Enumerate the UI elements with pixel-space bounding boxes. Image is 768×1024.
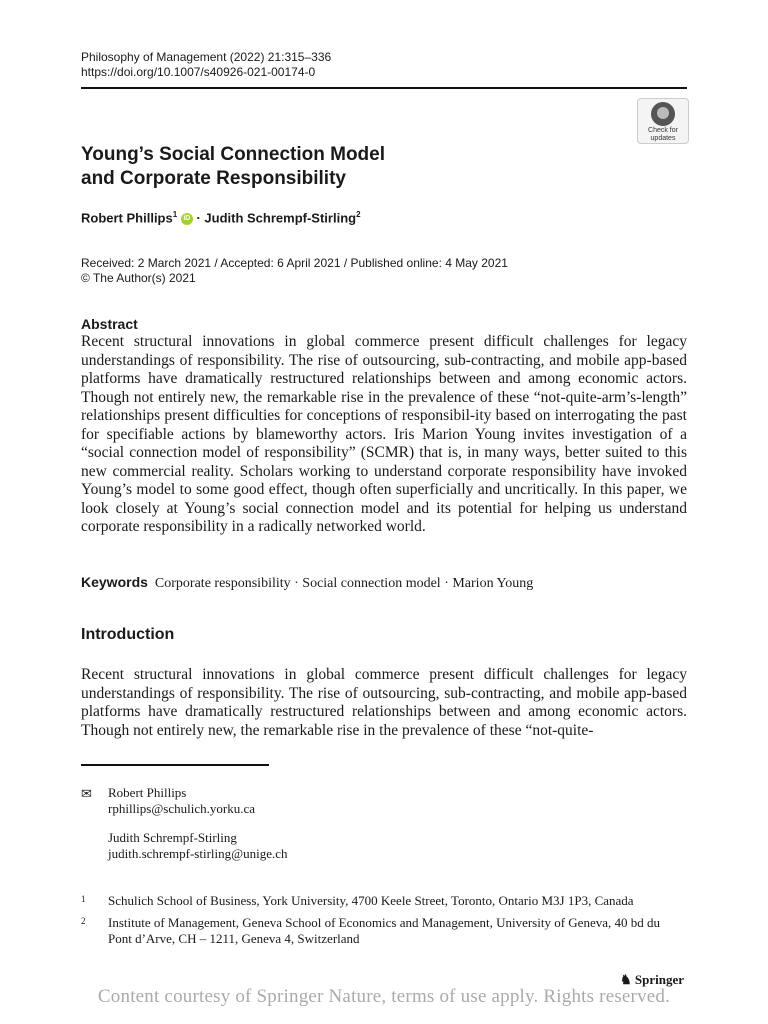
correspondence-block xyxy=(81,785,288,861)
author-affil-sup: 1 xyxy=(172,210,178,219)
author-name[interactable]: Robert Phillips xyxy=(81,210,173,226)
crossmark-icon xyxy=(651,102,675,126)
article-title xyxy=(81,143,385,191)
author-list xyxy=(81,210,361,225)
abstract-heading: Abstract xyxy=(81,316,138,332)
corresponding-email-1[interactable]: rphillips@schulich.yorku.ca xyxy=(108,800,255,816)
author-name-2[interactable]: Judith Schrempf-Stirling xyxy=(204,210,357,226)
orcid-icon[interactable]: iD xyxy=(181,213,193,225)
affiliation-text: Schulich School of Business, York University, 4700 Keele Street, Toronto, Ontario M3J 1P3, Canada xyxy=(108,893,634,908)
badge-line2: updates xyxy=(650,135,676,142)
date-history: Received: 2 March 2021 / Accepted: 6 April 2021 / Published online: 4 May 2021 xyxy=(81,256,508,270)
header-rule xyxy=(81,87,687,89)
introduction-heading: Introduction xyxy=(81,626,175,643)
keywords-label: Keywords xyxy=(81,574,148,590)
affiliations xyxy=(81,893,687,953)
publisher-name: Springer xyxy=(634,972,685,987)
publication-dates xyxy=(81,256,508,286)
journal-header xyxy=(81,50,331,80)
journal-doi[interactable]: https://doi.org/10.1007/s40926-021-00174-0 xyxy=(81,65,316,79)
corresponding-name-2: Judith Schrempf-Stirling xyxy=(108,830,237,845)
check-for-updates-badge[interactable] xyxy=(637,98,689,144)
copyright-line: © The Author(s) 2021 xyxy=(81,271,196,285)
corresponding-name-1: Robert Phillips xyxy=(108,785,187,800)
title-line1: Young’s Social Connection Model xyxy=(81,144,386,165)
journal-citation: Philosophy of Management (2022) 21:315–336 xyxy=(81,50,332,64)
badge-line1: Check for xyxy=(648,127,678,134)
keywords-list: Corporate responsibility · Social connection model · Marion Young xyxy=(154,576,534,591)
author-separator: · xyxy=(196,210,201,226)
envelope-icon: ✉ xyxy=(81,786,92,801)
author-affil-sup-2: 2 xyxy=(356,210,361,219)
title-line2: and Corporate Responsibility xyxy=(81,168,346,189)
introduction-body: Recent structural innovations in global commerce present difficult challenges for legacy understandings of responsibility. The rise of outsourcing, sub-contracting, and mobile app-based platforms have dramatically restructured relationships between and among economic actors. Though not entirely new, the remarkable rise in the prevalence of these “not-quite- xyxy=(81,666,687,739)
affiliation-text: Institute of Management, Geneva School of Economics and Management, University of Geneva, 40 bd du Pont d’Arve, CH – 1211, Geneva 4, Switzerland xyxy=(108,915,660,946)
footnote-rule xyxy=(81,764,269,766)
affiliation-item xyxy=(81,915,687,947)
affiliation-number: 2 xyxy=(81,916,86,926)
abstract-body: Recent structural innovations in global commerce present difficult challenges for legacy understandings of responsibility. The rise of outsourcing, sub-contracting, and mobile app-based platforms have dramatically restructured relationships between and among economic actors. Though not entirely new, the remarkable rise in the prevalence of these “not-quite-arm’s-length” relationships present difficulties for conceptions of responsibil-ity based on interrogating the past for specifiable actions by blameworthy actors. Iris Marion Young invites investigation of a “social connection model of responsibility” (SCMR) that is, in many ways, better suited to this new commercial reality. Scholars working to understand corporate responsibility have invoked Young’s model to some good effect, though often superficially and uncritically. In this paper, we look closely at Young’s social connection model and its potential for helping us understand corporate responsibility in a radically networked world. xyxy=(81,333,687,535)
corresponding-email-2[interactable]: judith.schrempf-stirling@unige.ch xyxy=(108,845,288,861)
springer-horse-icon: ♞ xyxy=(620,972,632,987)
courtesy-footer: Content courtesy of Springer Nature, terms of use apply. Rights reserved. xyxy=(97,986,671,1007)
keywords-line xyxy=(81,574,533,592)
affiliation-number: 1 xyxy=(81,894,86,904)
affiliation-item xyxy=(81,893,687,909)
